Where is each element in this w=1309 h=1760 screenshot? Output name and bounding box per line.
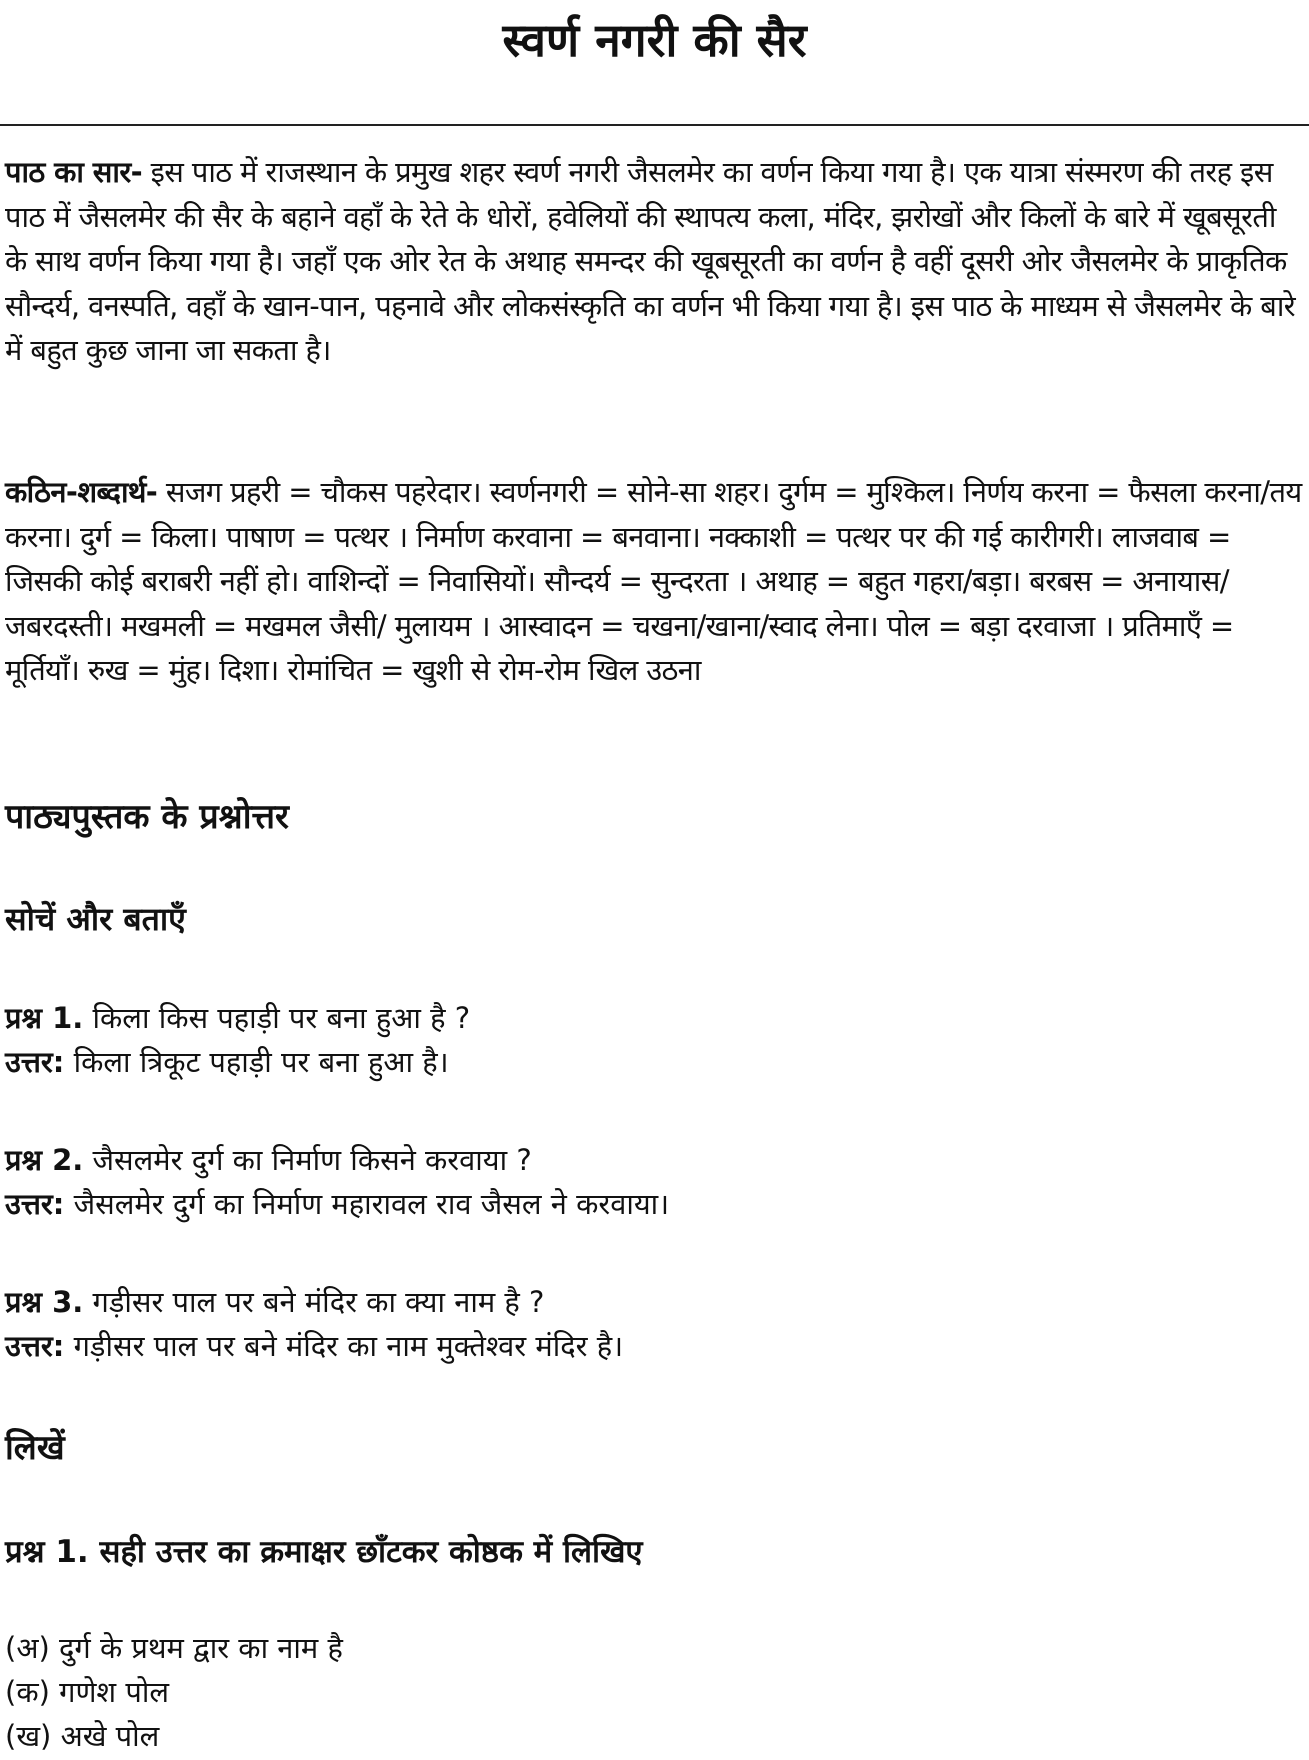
answer-label: उत्तर:	[5, 1045, 65, 1079]
page-title: स्वर्ण नगरी की सैर	[502, 13, 807, 67]
question-label: प्रश्न 1.	[5, 1001, 84, 1035]
answer-text: किला त्रिकूट पहाड़ी पर बना हुआ है।	[64, 1045, 449, 1079]
answer-1	[5, 1040, 449, 1084]
mcq-option: (ख) अखे पोल	[5, 1719, 160, 1753]
answer-label: उत्तर:	[5, 1187, 65, 1221]
question-1	[5, 996, 470, 1040]
section-heading-textbook: पाठ्यपुस्तक के प्रश्नोत्तर	[5, 797, 289, 837]
answer-3	[5, 1324, 623, 1368]
answer-label: उत्तर:	[5, 1329, 65, 1363]
mcq-stem: (अ) दुर्ग के प्रथम द्वार का नाम है	[5, 1631, 343, 1665]
question-3	[5, 1280, 544, 1324]
answer-text: गड़ीसर पाल पर बने मंदिर का नाम मुक्तेश्वर मंदिर है।	[64, 1329, 624, 1363]
summary-text: इस पाठ में राजस्थान के प्रमुख शहर स्वर्ण नगरी जैसलमेर का वर्णन किया गया है। एक यात्रा संस्मरण की तरह इस पाठ में जैसलमेर की सैर के बहाने वहाँ के रेते के धोरों, हवेलियों की स्थापत्य कला, मंदिर, झरोखों और किलों के बारे में खूबसूरती के साथ वर्णन किया गया है। जहाँ एक ओर रेत के अथाह समन्दर की खूबसूरती का वर्णन है वहीं दूसरी ओर जैसलमेर के प्राकृतिक सौन्दर्य, वनस्पति, वहाँ के खान-पान, पहनावे और लोकसंस्कृति का वर्णन भी किया गया है। इस पाठ के माध्यम से जैसलमेर के बारे में बहुत कुछ जाना जा सकता है।	[5, 155, 1295, 367]
title-divider	[0, 124, 1309, 126]
glossary-paragraph	[5, 470, 1303, 693]
answer-2	[5, 1182, 669, 1226]
question-2	[5, 1138, 532, 1182]
question-text: गड़ीसर पाल पर बने मंदिर का क्या नाम है ?	[83, 1285, 545, 1319]
question-text: जैसलमेर दुर्ग का निर्माण किसने करवाया ?	[83, 1143, 532, 1177]
mcq-option: (क) गणेश पोल	[5, 1675, 169, 1709]
question-text: किला किस पहाड़ी पर बना हुआ है ?	[83, 1001, 471, 1035]
summary-paragraph	[5, 150, 1303, 373]
answer-text: जैसलमेर दुर्ग का निर्माण महारावल राव जैसल ने करवाया।	[64, 1187, 670, 1221]
section-heading-write: लिखें	[5, 1428, 65, 1468]
glossary-text: सजग प्रहरी = चौकस पहरेदार। स्वर्णनगरी = सोने-सा शहर। दुर्गम = मुश्किल। निर्णय करना = फैसला करना/तय करना। दुर्ग = किला। पाषाण = पत्थर । निर्माण करवाना = बनवाना। नक्काशी = पत्थर पर की गई कारीगरी। लाजवाब = जिसकी कोई बराबरी नहीं हो। वाशिन्दों = निवासियों। सौन्दर्य = सुन्दरता । अथाह = बहुत गहरा/बड़ा। बरबस = अनायास/जबरदस्ती। मखमली = मखमल जैसी/ मुलायम । आस्वादन = चखना/खाना/स्वाद लेना। पोल = बड़ा दरवाजा । प्रतिमाएँ = मूर्तियाँ। रुख = मुंह। दिशा। रोमांचित = खुशी से रोम-रोम खिल उठना	[5, 475, 1302, 687]
question-label: प्रश्न 3.	[5, 1285, 84, 1319]
write-question: प्रश्न 1. सही उत्तर का क्रमाक्षर छाँटकर कोष्ठक में लिखिए	[5, 1534, 643, 1570]
summary-label: पाठ का सार-	[5, 155, 143, 189]
question-label: प्रश्न 2.	[5, 1143, 84, 1177]
section-heading-think: सोचें और बताएँ	[5, 900, 186, 938]
glossary-label: कठिन-शब्दार्थ-	[5, 475, 158, 509]
